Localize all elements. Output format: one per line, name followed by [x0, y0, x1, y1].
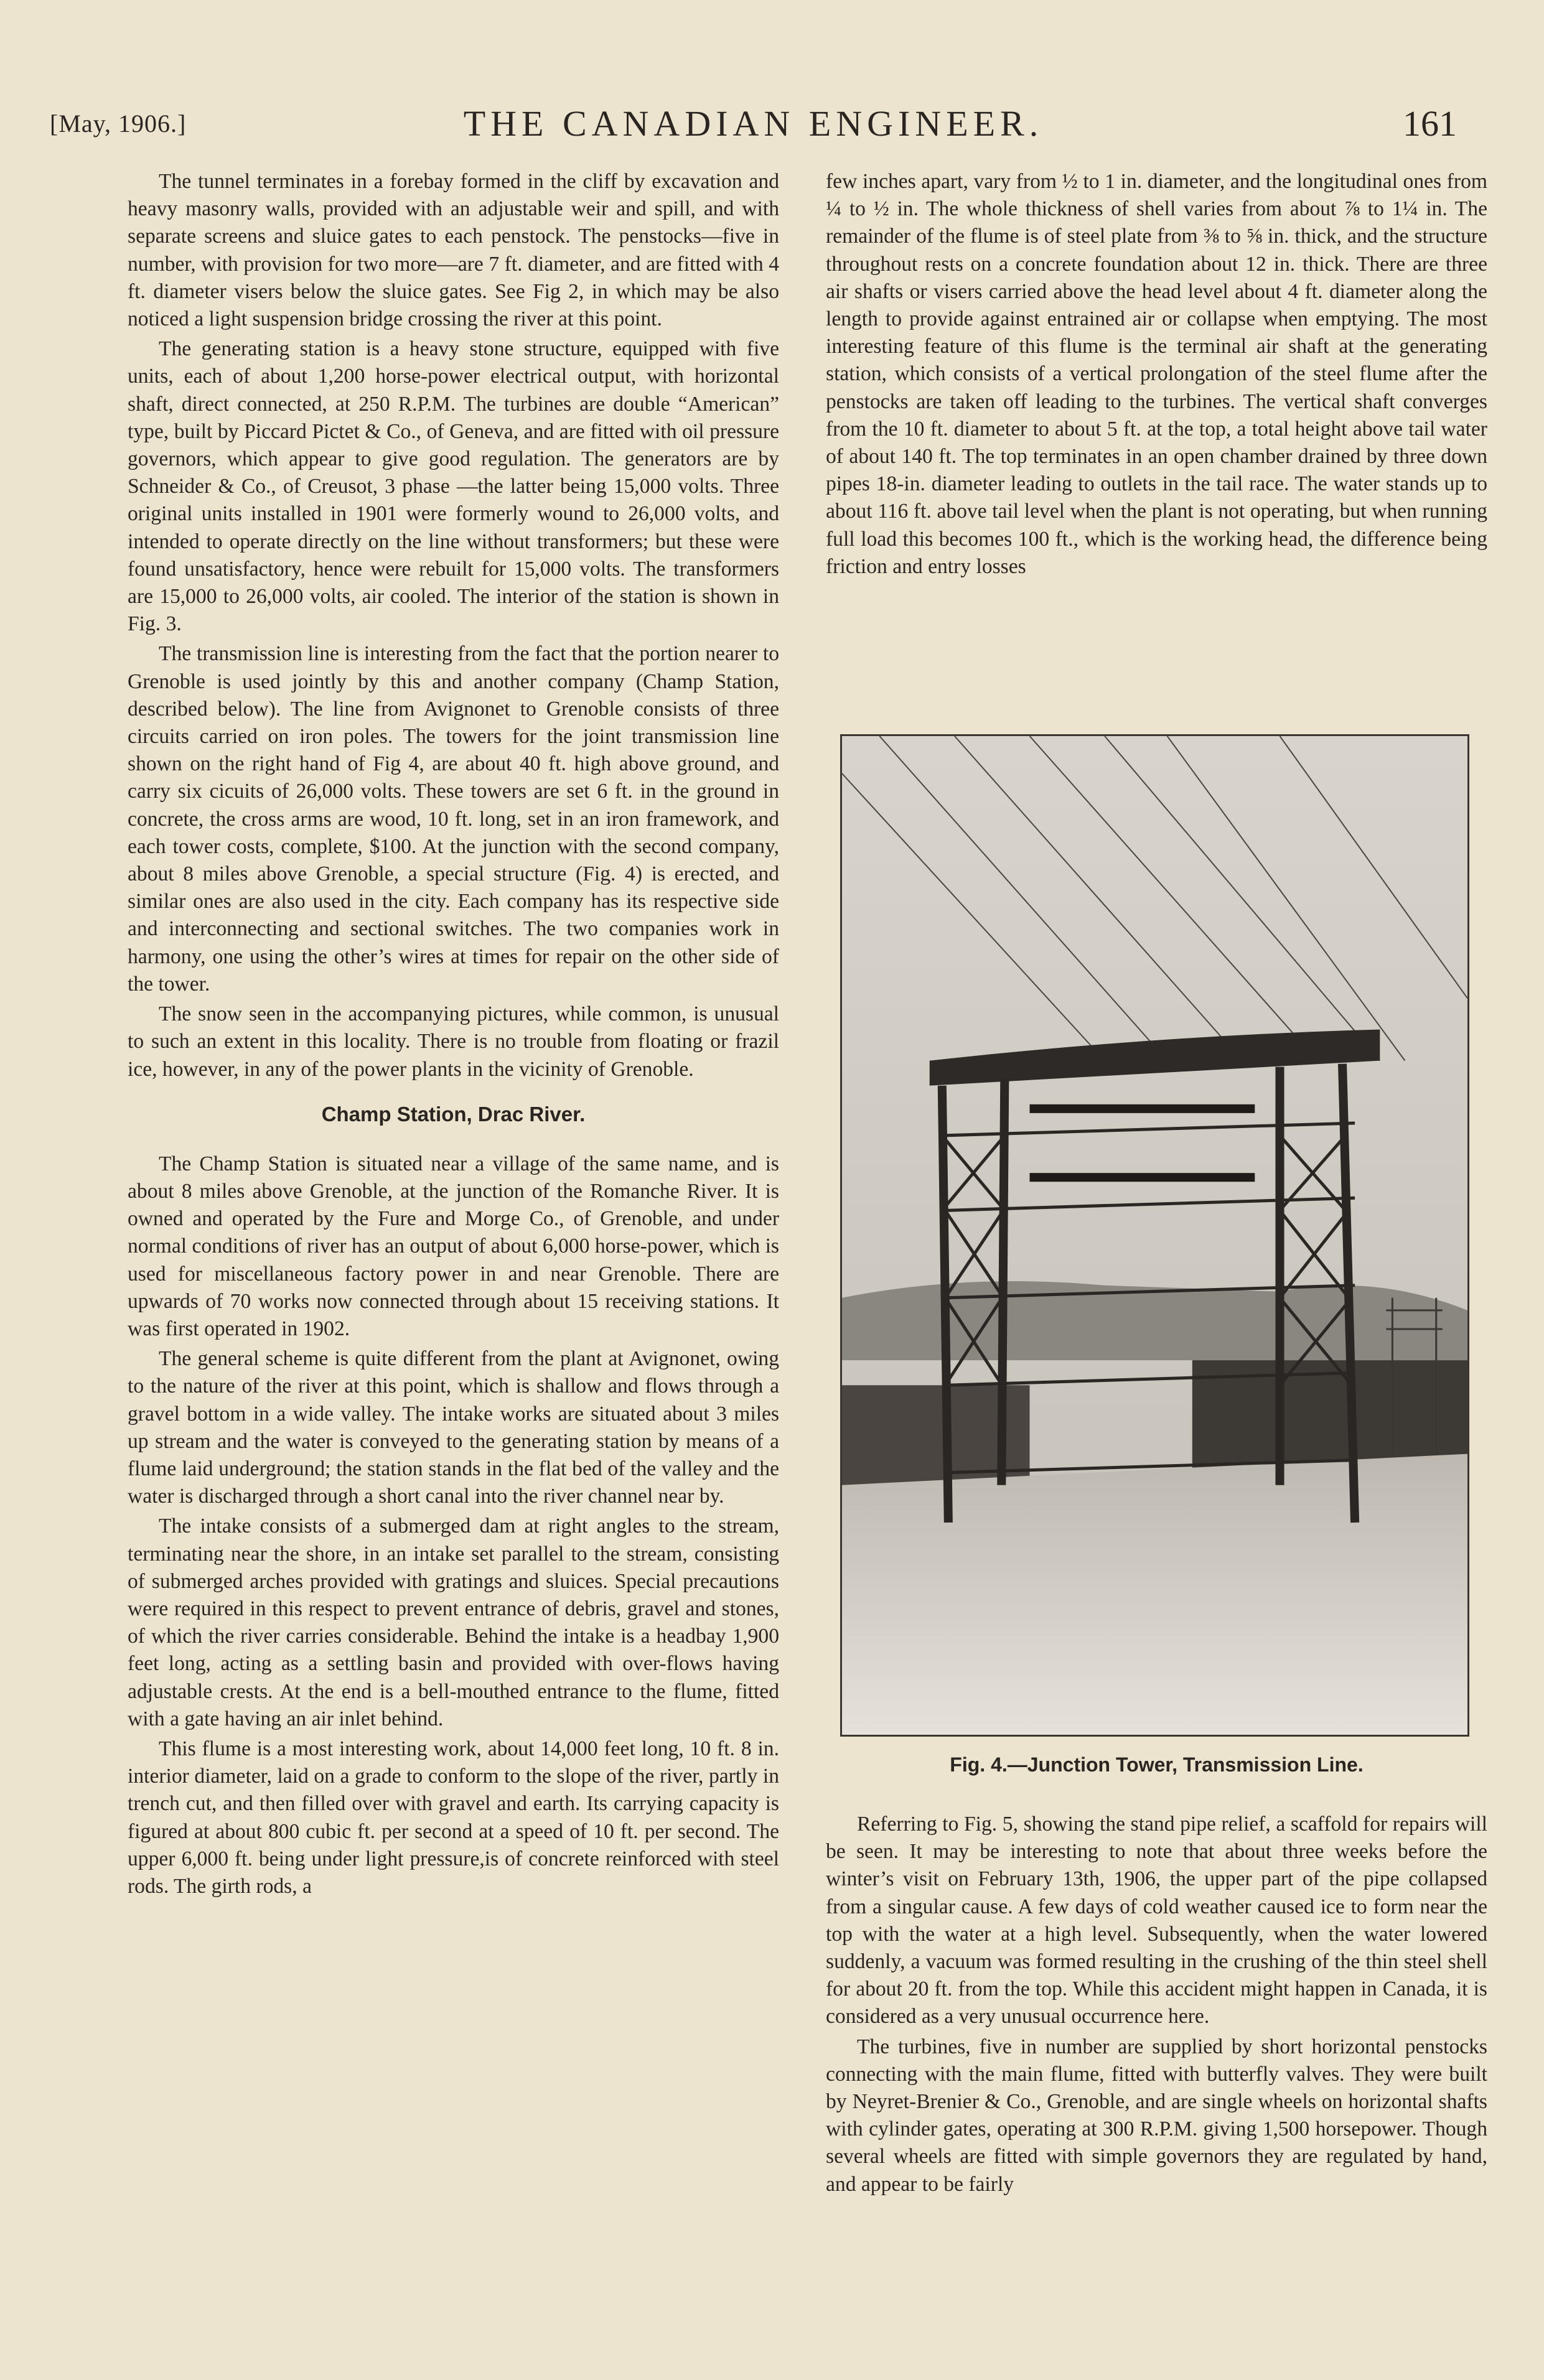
right-column-bottom [826, 1811, 1487, 2201]
figure-caption: Fig. 4.—Junction Tower, Transmission Line. [950, 1753, 1364, 1776]
right-column-top [826, 168, 1487, 583]
left-column [128, 168, 779, 1903]
paragraph: few inches apart, vary from ½ to 1 in. diameter, and the longitudinal ones from ¼ to ½ in. The whole thickness of shell varies from about ⅞ to 1¼ in. The remainder of the flume is of steel plate from ⅜ to ⅝ in. thick, and the structure throughout rests on a concrete foundation about 12 in. thick. There are three air shafts or visers carried above the head level about 4 ft. diameter along the length to provide against entrained air or collapse when emptying. The most interesting feature of this flume is the terminal air shaft at the generating station, which consists of a vertical prolongation of the steel flume after the penstocks are taken off leading to the turbines. The vertical shaft converges from the 10 ft. diameter to about 5 ft. at the top, a total height above tail water of about 140 ft. The top terminates in an open chamber drained by three down pipes 18-in. diameter leading to outlets in the tail race. The water stands up to about 116 ft. above tail level when the plant is not operating, but when running full load this becomes 100 ft., which is the working head, the difference being friction and entry losses [826, 170, 1487, 578]
paragraph: The snow seen in the accompanying pictures, while common, is unusual to such an extent in this locality. There is no trouble from floating or frazil ice, however, in any of the power plants in the vicinity of Grenoble. [128, 1002, 779, 1081]
paragraph: The Champ Station is situated near a village of the same name, and is about 8 miles above Grenoble, at the junction of the Romanche River. It is owned and operated by the Fure and Morge Co., of Grenoble, and under normal conditions of river has an output of about 6,000 horse-power, which is used for miscellaneous factory power in and near Grenoble. There are upwards of 70 works now connected through about 15 receiving stations. It was first operated in 1902. [128, 1152, 779, 1340]
journal-title: THE CANADIAN ENGINEER. [463, 103, 1044, 144]
paragraph: Referring to Fig. 5, showing the stand pipe relief, a scaffold for repairs will be seen. It may be interesting to note that about three weeks before the winter’s visit on February 13th, 1906, the upper part of the pipe collapsed from a singular cause. A few days of cold weather caused ice to form near the top with the water at a high level. Subsequently, when the water lowered suddenly, a vacuum was formed resulting in the crushing of the thin steel shell for about 20 ft. from the top. While this accident might happen in Canada, it is considered as a very unusual occurrence here. [826, 1813, 1487, 2028]
issue-date: [May, 1906.] [50, 110, 187, 138]
paragraph: The intake consists of a submerged dam at right angles to the stream, terminating near the shore, in an intake set parallel to the stream, consisting of submerged arches provided with gratings and sluices. Special precautions were required in this respect to prevent entrance of debris, gravel and stones, of which the river carries considerable. Behind the intake is a headbay 1,900 feet long, acting as a settling basin and provided with over-flows having adjustable crests. At the end is a bell-mouthed entrance to the flume, fitted with a gate having an air inlet behind. [128, 1514, 779, 1730]
paragraph: The tunnel terminates in a forebay formed in the cliff by excavation and heavy masonry walls, provided with an adjustable weir and spill, and with separate screens and sluice gates to each penstock. The penstocks—five in number, with provision for two more—are 7 ft. diameter, and are fitted with 4 ft. diameter visers below the sluice gates. See Fig 2, in which may be also noticed a light suspension bridge crossing the river at this point. [128, 170, 779, 331]
page-number: 161 [1403, 103, 1457, 144]
junction-tower-photo [840, 734, 1469, 1737]
paragraph: The turbines, five in number are supplied by short horizontal penstocks connecting with the main flume, fitted with butterfly valves. They were built by Neyret-Brenier & Co., Grenoble, and are single wheels on horizontal shafts with cylinder gates, operating at 300 R.P.M. giving 1,500 horsepower. Though several wheels are fitted with simple governors they are regulated by hand, and appear to be fairly [826, 2035, 1487, 2196]
paragraph: This flume is a most interesting work, about 14,000 feet long, 10 ft. 8 in. interior diameter, laid on a grade to conform to the slope of the river, partly in trench cut, and then filled over with gravel and earth. Its carrying capacity is figured at about 800 cubic ft. per second at a speed of 10 ft. per second. The upper 6,000 ft. being under light pressure,is of concrete reinforced with steel rods. The girth rods, a [128, 1737, 779, 1898]
paragraph: The transmission line is interesting from the fact that the portion nearer to Grenoble is used jointly by this and another company (Champ Station, described below). The line from Avignonet to Grenoble consists of three circuits carried on iron poles. The towers for the joint transmission line shown on the right hand of Fig 4, are about 40 ft. high above ground, and carry six cicuits of 26,000 volts. These towers are set 6 ft. in the ground in concrete, the cross arms are wood, 10 ft. long, set in an iron framework, and each tower costs, complete, $100. At the junction with the second company, about 8 miles above Grenoble, a special structure (Fig. 4) is erected, and similar ones are also used in the city. Each company has its respective side and interconnecting and sectional switches. The two companies work in harmony, one using the other’s wires at times for repair on the other side of the tower. [128, 642, 779, 996]
page-header [50, 103, 1457, 152]
section-heading: Champ Station, Drac River. [321, 1102, 586, 1126]
paragraph: The general scheme is quite different from the plant at Avignonet, owing to the nature of the river at this point, which is shallow and flows through a gravel bottom in a wide valley. The intake works are situated about 3 miles up stream and the water is conveyed to the generating station by means of a flume laid underground; the station stands in the flat bed of the valley and the water is discharged through a short canal into the river channel near by. [128, 1347, 779, 1508]
paragraph: The generating station is a heavy stone structure, equipped with five units, each of about 1,200 horse-power electrical output, with horizontal shaft, direct connected, at 250 R.P.M. The turbines are double “American” type, built by Piccard Pictet & Co., of Geneva, and are fitted with oil pressure governors, which appear to give good regulation. The generators are by Schneider & Co., of Creusot, 3 phase —the latter being 15,000 volts. Three original units installed in 1901 were formerly wound to 26,000 volts, and intended to operate directly on the line without transformers; but these were found unsatisfactory, hence were rebuilt for 15,000 volts. The transformers are 15,000 to 26,000 volts, air cooled. The interior of the station is shown in Fig. 3. [128, 337, 779, 636]
